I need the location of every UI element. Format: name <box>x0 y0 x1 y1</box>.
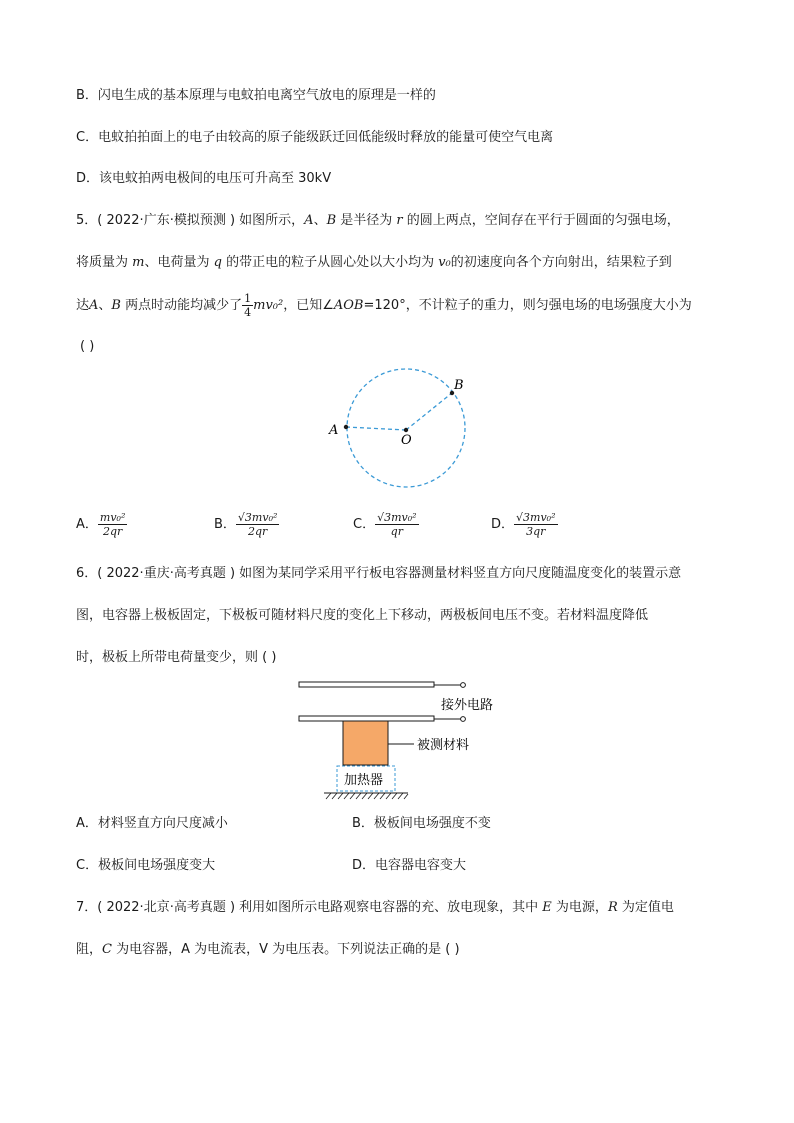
q5-option-d: D． $\frac{\text{√3mv₀²}}{3qr}$ <box>491 511 556 538</box>
label-external-circuit: 接外电路 <box>441 698 494 713</box>
q5-option-a: A． $\frac{\text{mv₀²}}{2qr}$ <box>76 511 126 538</box>
terminal-top <box>461 683 466 688</box>
ground-hatch <box>326 793 408 799</box>
radius-ob <box>406 393 452 430</box>
q4-option-c: C．电蚊拍拍面上的电子由较高的原子能级跃迁回低能级时释放的能量可使空气电离 <box>76 130 554 145</box>
point-a <box>344 425 348 429</box>
q5-stem-line3: 达A、B 两点时动能均减少了 $\frac{1}{4}$ mv₀²，已知∠AOB=120°，不计粒子的重力，则匀强电场的电场强度大小为 <box>76 292 692 319</box>
label-heater: 加热器 <box>344 773 384 788</box>
label-material: 被测材料 <box>417 738 470 753</box>
upper-plate <box>299 682 434 687</box>
q4-option-b: B．闪电生成的基本原理与电蚊拍电离空气放电的原理是一样的 <box>76 88 436 103</box>
q6-stem-line2: 图，电容器上极板固定，下极板可随材料尺度的变化上下移动，两极板间电压不变。若材料温度降低 <box>76 608 649 623</box>
label-b: B <box>454 378 464 393</box>
q6-option-b: B．极板间电场强度不变 <box>352 816 491 831</box>
q5-option-b: B． $\frac{\text{√3mv₀²}}{2qr}$ <box>214 511 278 538</box>
q4-option-d: D．该电蚊拍两电极间的电压可升高至 30kV <box>76 171 332 186</box>
q7-stem-line1: 7．( 2022·北京·高考真题 ) 利用如图所示电路观察电容器的充、放电现象，其中 E 为电源，R 为定值电 <box>76 900 674 915</box>
lower-plate <box>299 716 434 721</box>
q5-quarter-fraction: $\frac{1}{4}$ <box>244 292 252 319</box>
q5-option-c: C． $\frac{\text{√3mv₀²}}{qr}$ <box>353 511 417 538</box>
label-a: A <box>329 423 339 438</box>
label-o: O <box>401 433 412 448</box>
point-o <box>404 428 408 432</box>
tested-material <box>343 721 388 765</box>
q6-capacitor-figure <box>290 676 510 804</box>
q5-circle-figure <box>320 366 480 496</box>
q7-stem-line2: 阻，C 为电容器，A 为电流表，V 为电压表。下列说法正确的是 ( ) <box>76 942 460 957</box>
q5-stem-line2: 将质量为 m、电荷量为 q 的带正电的粒子从圆心处以大小均为 v₀的初速度向各个方向射出，结果粒子到 <box>76 255 672 270</box>
terminal-bottom <box>461 717 466 722</box>
radius-oa <box>346 427 406 430</box>
q6-stem-line3: 时，极板上所带电荷量变少，则 ( ) <box>76 650 277 665</box>
q6-option-a: A．材料竖直方向尺度减小 <box>76 816 228 831</box>
q6-stem-line1: 6．( 2022·重庆·高考真题 ) 如图为某同学采用平行板电容器测量材料竖直方向尺度随温度变化的装置示意 <box>76 566 682 581</box>
q6-option-c: C．极板间电场强度变大 <box>76 858 216 873</box>
q5-stem-line1: 5．( 2022·广东·模拟预测 ) 如图所示，A、B 是半径为 r 的圆上两点，空间存在平行于圆面的匀强电场， <box>76 213 680 228</box>
q6-option-d: D．电容器电容变大 <box>352 858 467 873</box>
q5-answer-paren: ( ) <box>80 339 95 354</box>
